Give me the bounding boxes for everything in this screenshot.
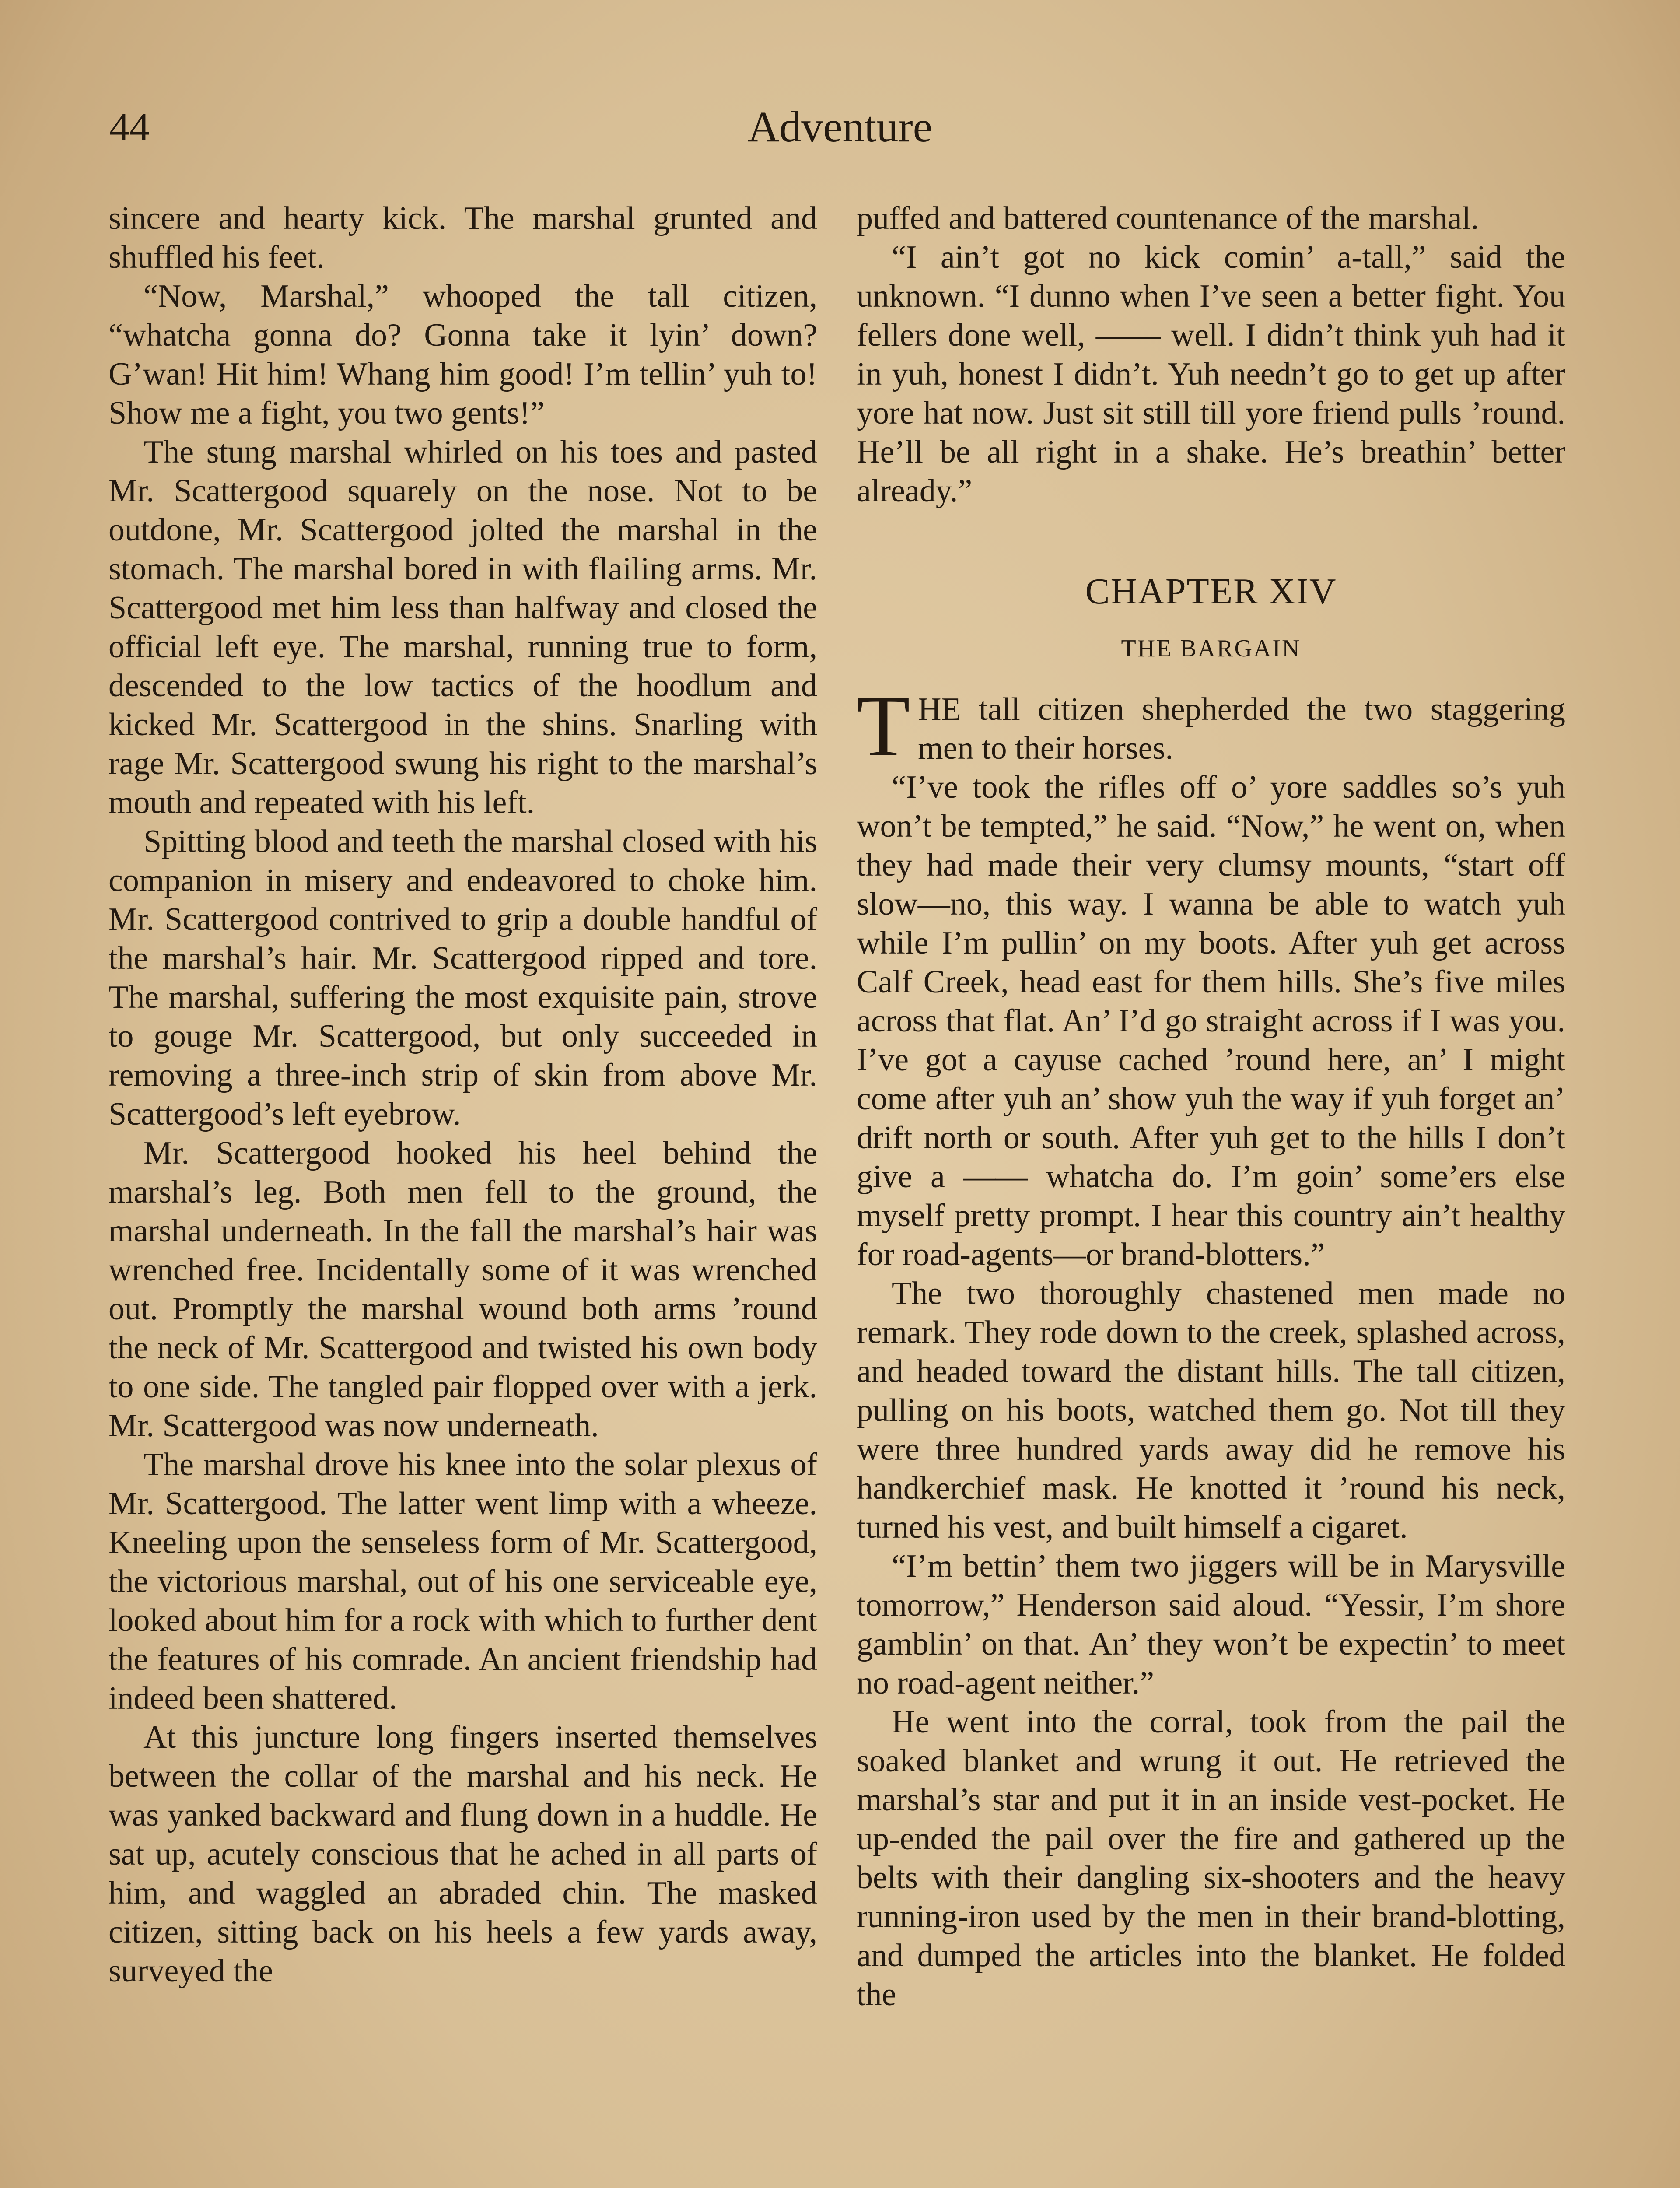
chapter-subtitle: THE BARGAIN [1121,635,1301,662]
paragraph: The two thoroughly chastened men made no remark. They rode down to the creek, splashed across, and headed toward the distant hills. The tall citizen, pulling on his boots, watched them go. Not till they were three hundred yards away did he remove his handkerchief mask. He knotted it ’round his neck, turned his vest, and built himself a cigaret. [857,1276,1565,1545]
right-column [857,199,1565,2014]
paragraph: puffed and battered countenance of the marshal. [857,200,1479,236]
paragraph: “I’ve took the rifles off o’ yore saddles so’s yuh won’t be tempted,” he said. “Now,” he went on, when they had made their very clumsy mounts, “start off slow—no, this way. I wanna be able to watch yuh while I’m pullin’ on my boots. After yuh get across Calf Creek, head east for them hills. She’s five miles across that flat. An’ I’d go straight across if I was you. I’ve got a cayuse cached ’round here, an’ I might come after yuh an’ show yuh the way if yuh forget an’ drift north or south. After yuh get to the hills I don’t give a —— whatcha do. I’m goin’ some’ers else myself pretty prompt. I hear this country ain’t healthy for road-agents—or brand-blotters.” [857,769,1565,1273]
running-title: Adventure [747,102,933,151]
paragraph: sincere and hearty kick. The marshal grunted and shuffled his feet. [108,200,817,275]
left-column [108,199,817,1991]
paragraph: Mr. Scattergood hooked his heel behind the marshal’s leg. Both men fell to the ground, the marshal underneath. In the fall the marshal’s hair was wrenched free. Incidentally some of it was wrenched out. Promptly the marshal wound both arms ’round the neck of Mr. Scattergood and twisted his own body to one side. The tangled pair flopped over with a jerk. Mr. Scattergood was now underneath. [108,1135,817,1444]
paragraph: Spitting blood and teeth the marshal closed with his companion in misery and endeavored to choke him. Mr. Scattergood contrived to grip a double handful of the marshal’s hair. Mr. Scattergood ripped and tore. The marshal, suffering the most exquisite pain, strove to gouge Mr. Scattergood, but only succeeded in removing a three-inch strip of skin from above Mr. Scattergood’s left eyebrow. [108,824,817,1132]
paragraph: At this juncture long fingers inserted themselves between the collar of the marshal and his neck. He was yanked backward and flung down in a huddle. He sat up, acutely conscious that he ached in all parts of him, and waggled an abraded chin. The masked citizen, sitting back on his heels a few yards away, surveyed the [108,1719,817,1989]
chapter-opening-text: HE tall citizen shepherded the two staggering men to their horses. [918,691,1565,766]
page-number: 44 [109,105,150,149]
page-header [109,101,1571,153]
paragraph: He went into the corral, took from the pail the soaked blanket and wrung it out. He retrieved the marshal’s star and put it in an inside vest-pocket. He up-ended the pail over the fire and gathered up the belts with their dangling six-shooters and the heavy running-iron used by the men in their brand-blotting, and dumped the articles into the blanket. He folded the [857,1704,1565,2013]
paragraph: The marshal drove his knee into the solar plexus of Mr. Scattergood. The latter went limp with a wheeze. Kneeling upon the senseless form of Mr. Scattergood, the victorious marshal, out of his one serviceable eye, looked about him for a rock with which to further dent the features of his comrade. An ancient friendship had indeed been shattered. [108,1447,817,1716]
paragraph: “I’m bettin’ them two jiggers will be in Marysville tomorrow,” Henderson said aloud. “Yessir, I’m shore gamblin’ on that. An’ they won’t be expectin’ to meet no road-agent neither.” [857,1548,1565,1701]
paragraph: “I ain’t got no kick comin’ a-tall,” said the unknown. “I dunno when I’ve seen a better fight. You fellers done well, —— well. I didn’t think yuh had it in yuh, honest I didn’t. Yuh needn’t go to get up after yore hat now. Just sit still till yore friend pulls ’round. He’ll be all right in a shake. He’s breathin’ better already.” [857,239,1565,509]
chapter-title: CHAPTER XIV [1085,571,1337,612]
chapter-opening-paragraph [857,678,1565,775]
paragraph: The stung marshal whirled on his toes and pasted Mr. Scattergood squarely on the nose. Not to be outdone, Mr. Scattergood jolted the marshal in the stomach. The marshal bored in with flailing arms. Mr. Scattergood met him less than halfway and closed the official left eye. The marshal, running true to form, descended to the low tactics of the hoodlum and kicked Mr. Scattergood in the shins. Snarling with rage Mr. Scattergood swung his right to the marshal’s mouth and repeated with his left. [108,434,817,820]
paragraph: “Now, Marshal,” whooped the tall citizen, “whatcha gonna do? Gonna take it lyin’ down? G’wan! Hit him! Whang him good! I’m tellin’ yuh to! Show me a fight, you two gents!” [108,278,817,431]
drop-cap: T [857,678,910,775]
